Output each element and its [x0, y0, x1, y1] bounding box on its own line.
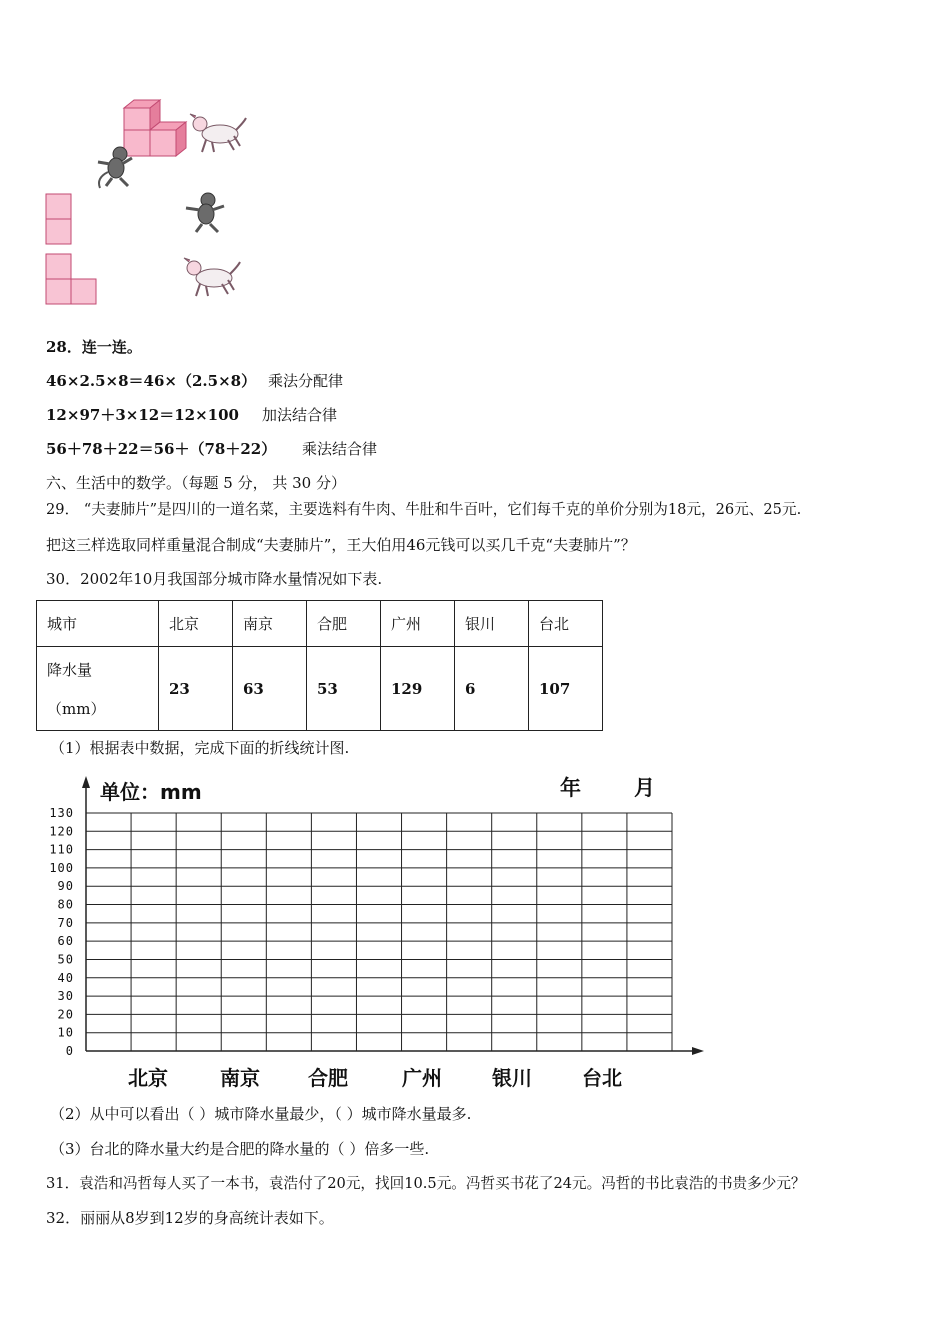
y-tick-label: 10: [57, 1025, 74, 1040]
y-tick-label: 0: [65, 1044, 74, 1058]
monkey-icon-2: [186, 193, 224, 232]
rainfall-table: [36, 600, 603, 731]
y-tick-label: 50: [57, 952, 74, 967]
table-row-label: [37, 647, 159, 731]
q28-law-2: 加法结合律: [262, 406, 338, 424]
section-6-heading: 六、生活中的数学。（每题 5 分， 共 30 分）: [46, 474, 346, 492]
y-tick-label: 70: [57, 915, 74, 930]
q32-text: 32．丽丽从8岁到12岁的身高统计表如下。: [46, 1209, 334, 1227]
x-label-hefei: 合肥: [308, 1066, 348, 1090]
y-tick-label: 80: [57, 897, 74, 912]
dog-icon: [190, 114, 246, 152]
x-label-nanjing: 南京: [220, 1066, 260, 1090]
y-axis-arrow: [82, 776, 90, 788]
q29-line-2: 把这三样选取同样重量混合制成“夫妻肺片”，王大伯用46元钱可以买几千克“夫妻肺片”？: [46, 536, 636, 554]
line-chart-grid: [40, 770, 720, 1065]
q31-text: 31．袁浩和冯哲每人买了一本书，袁浩付了20元，找回10.5元。冯哲买书花了24元。冯哲的书比袁浩的书贵多少元？: [46, 1175, 806, 1192]
q30-sub-3: （3）台北的降水量大约是合肥的降水量的（ ）倍多一些.: [50, 1140, 430, 1158]
y-tick-label: 30: [57, 989, 74, 1004]
row-label-line-1: 降水量: [47, 660, 93, 679]
y-tick-label: 60: [57, 934, 74, 949]
table-cell-city: 台北: [529, 601, 603, 647]
y-tick-label: 20: [57, 1007, 74, 1022]
y-tick-label: 100: [49, 860, 74, 875]
table-cell-value: 23: [159, 647, 233, 731]
y-tick-label: 40: [57, 970, 74, 985]
table-cell-value: 129: [381, 647, 455, 731]
cube-stack: [124, 100, 186, 156]
q29-line-1: 29． “夫妻肺片”是四川的一道名菜，主要选料有牛肉、牛肚和牛百叶，它们每千克的单价分别为18元，26元、25元.: [46, 501, 802, 518]
q28-equation-2: 12×97＋3×12＝12×100: [46, 406, 239, 424]
q30-sub-2: （2）从中可以看出（ ）城市降水量最少，（ ）城市降水量最多.: [50, 1105, 472, 1123]
front-view-shape: [46, 194, 71, 244]
y-tick-label: 90: [57, 879, 74, 894]
table-cell-city: 北京: [159, 601, 233, 647]
x-label-beijing: 北京: [128, 1066, 168, 1090]
table-cell-value: 6: [455, 647, 529, 731]
table-row: [37, 601, 603, 647]
y-tick-label: 110: [49, 842, 74, 857]
x-label-guangzhou: 广州: [402, 1066, 442, 1090]
q30-title: 30．2002年10月我国部分城市降水量情况如下表.: [46, 570, 383, 588]
q28-law-3: 乘法结合律: [302, 440, 378, 458]
cube-figure: [40, 92, 260, 312]
side-view-shape: [46, 254, 96, 304]
x-label-taibei: 台北: [582, 1066, 622, 1090]
row-label-line-2: （mm）: [47, 699, 106, 718]
q28-law-1: 乘法分配律: [268, 372, 344, 390]
chart-year-label: 年: [560, 776, 581, 800]
chart-unit-label: 单位：mm: [100, 780, 202, 804]
q28-title: 28．连一连。: [46, 338, 142, 356]
y-tick-label: 120: [49, 824, 74, 839]
table-cell-city: 南京: [233, 601, 307, 647]
q28-equation-3: 56＋78＋22＝56＋（78＋22）: [46, 440, 277, 458]
table-cell-value: 107: [529, 647, 603, 731]
table-cell-city: 银川: [455, 601, 529, 647]
table-row: [37, 647, 603, 731]
q28-equation-1: 46×2.5×8＝46×（2.5×8）: [46, 372, 257, 390]
q30-sub-1: （1）根据表中数据，完成下面的折线统计图.: [50, 739, 350, 757]
table-header-city: 城市: [37, 601, 159, 647]
table-cell-value: 53: [307, 647, 381, 731]
table-cell-city: 合肥: [307, 601, 381, 647]
monkey-icon: [98, 147, 132, 188]
table-cell-value: 63: [233, 647, 307, 731]
dog-icon-2: [184, 258, 240, 296]
x-label-yinchuan: 银川: [492, 1066, 532, 1090]
y-tick-label: 130: [49, 806, 74, 820]
x-axis-arrow: [692, 1047, 704, 1055]
chart-month-label: 月: [634, 776, 655, 800]
table-cell-city: 广州: [381, 601, 455, 647]
